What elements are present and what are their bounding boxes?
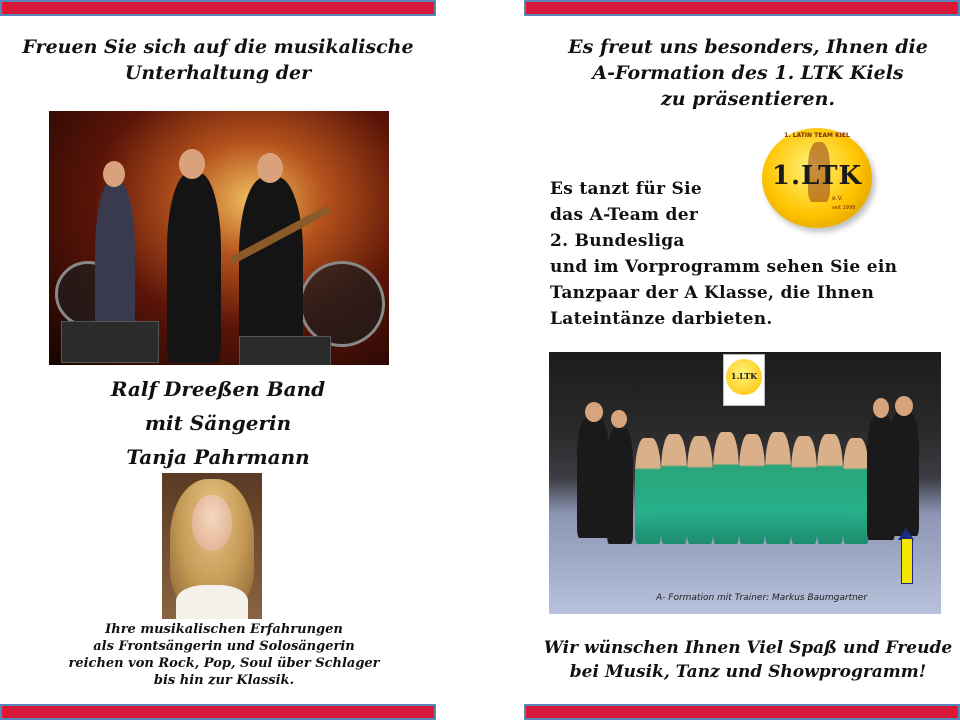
singer-description-line-2: als Frontsängerin und Solosängerin	[93, 639, 355, 654]
intro-line-4: und im Vorprogramm sehen Sie ein	[550, 257, 898, 277]
bottom-left-bar	[0, 704, 436, 720]
intro-line-2: das A-Team der	[550, 205, 699, 225]
intro-line-3: 2. Bundesliga	[550, 231, 685, 251]
left-heading	[0, 34, 436, 86]
singer-description-line-4: bis hin zur Klassik.	[153, 673, 295, 688]
right-heading-line-3: zu präsentieren.	[660, 88, 836, 110]
logo-mark: 1.LTK	[771, 161, 863, 191]
intro-line-5: Tanzpaar der A Klasse, die Ihnen	[550, 283, 875, 303]
bottom-right-bar	[524, 704, 960, 720]
singer-description-line-1: Ihre musikalischen Erfahrungen	[105, 622, 343, 637]
intro-line-6: Lateintänze darbieten.	[550, 309, 773, 329]
closing-text	[524, 636, 960, 684]
banner-logo	[723, 354, 765, 406]
left-heading-line-1: Freuen Sie sich auf die musikalische	[22, 36, 414, 58]
singer-description-line-3: reichen von Rock, Pop, Soul über Schlager	[68, 656, 380, 671]
right-heading-line-2: A-Formation des 1. LTK Kiels	[592, 62, 904, 84]
top-left-bar	[0, 0, 436, 16]
intro-line-1: Es tanzt für Sie	[550, 179, 702, 199]
right-heading	[524, 34, 960, 112]
top-right-bar	[524, 0, 960, 16]
band-with-singer: mit Sängerin	[144, 411, 292, 435]
left-heading-line-2: Unterhaltung der	[124, 62, 312, 84]
intro-text-short	[550, 176, 750, 254]
singer-description	[0, 621, 448, 689]
logo-since: seit 1999	[832, 205, 856, 211]
closing-line-1: Wir wünschen Ihnen Viel Spaß und Freude	[543, 638, 953, 658]
banner-logo-text: 1.LTK	[730, 371, 758, 381]
ltk-logo	[762, 128, 872, 228]
photo-caption: A- Formation mit Trainer: Markus Baumgartner	[656, 593, 868, 603]
right-heading-line-1: Es freut uns besonders, Ihnen die	[568, 36, 928, 58]
arrow-shaft	[901, 538, 913, 584]
band-photo	[49, 111, 389, 365]
logo-ev: e.V.	[832, 195, 843, 202]
singer-portrait	[162, 473, 262, 619]
intro-text-long	[550, 254, 950, 332]
band-name: Ralf Dreeßen Band	[110, 377, 326, 401]
closing-line-2: bei Musik, Tanz und Showprogramm!	[569, 662, 927, 682]
logo-arc-text: 1. LATIN TEAM KIEL	[784, 132, 850, 139]
team-photo	[549, 352, 941, 614]
band-name-block	[0, 372, 436, 474]
singer-name: Tanja Pahrmann	[126, 445, 310, 469]
